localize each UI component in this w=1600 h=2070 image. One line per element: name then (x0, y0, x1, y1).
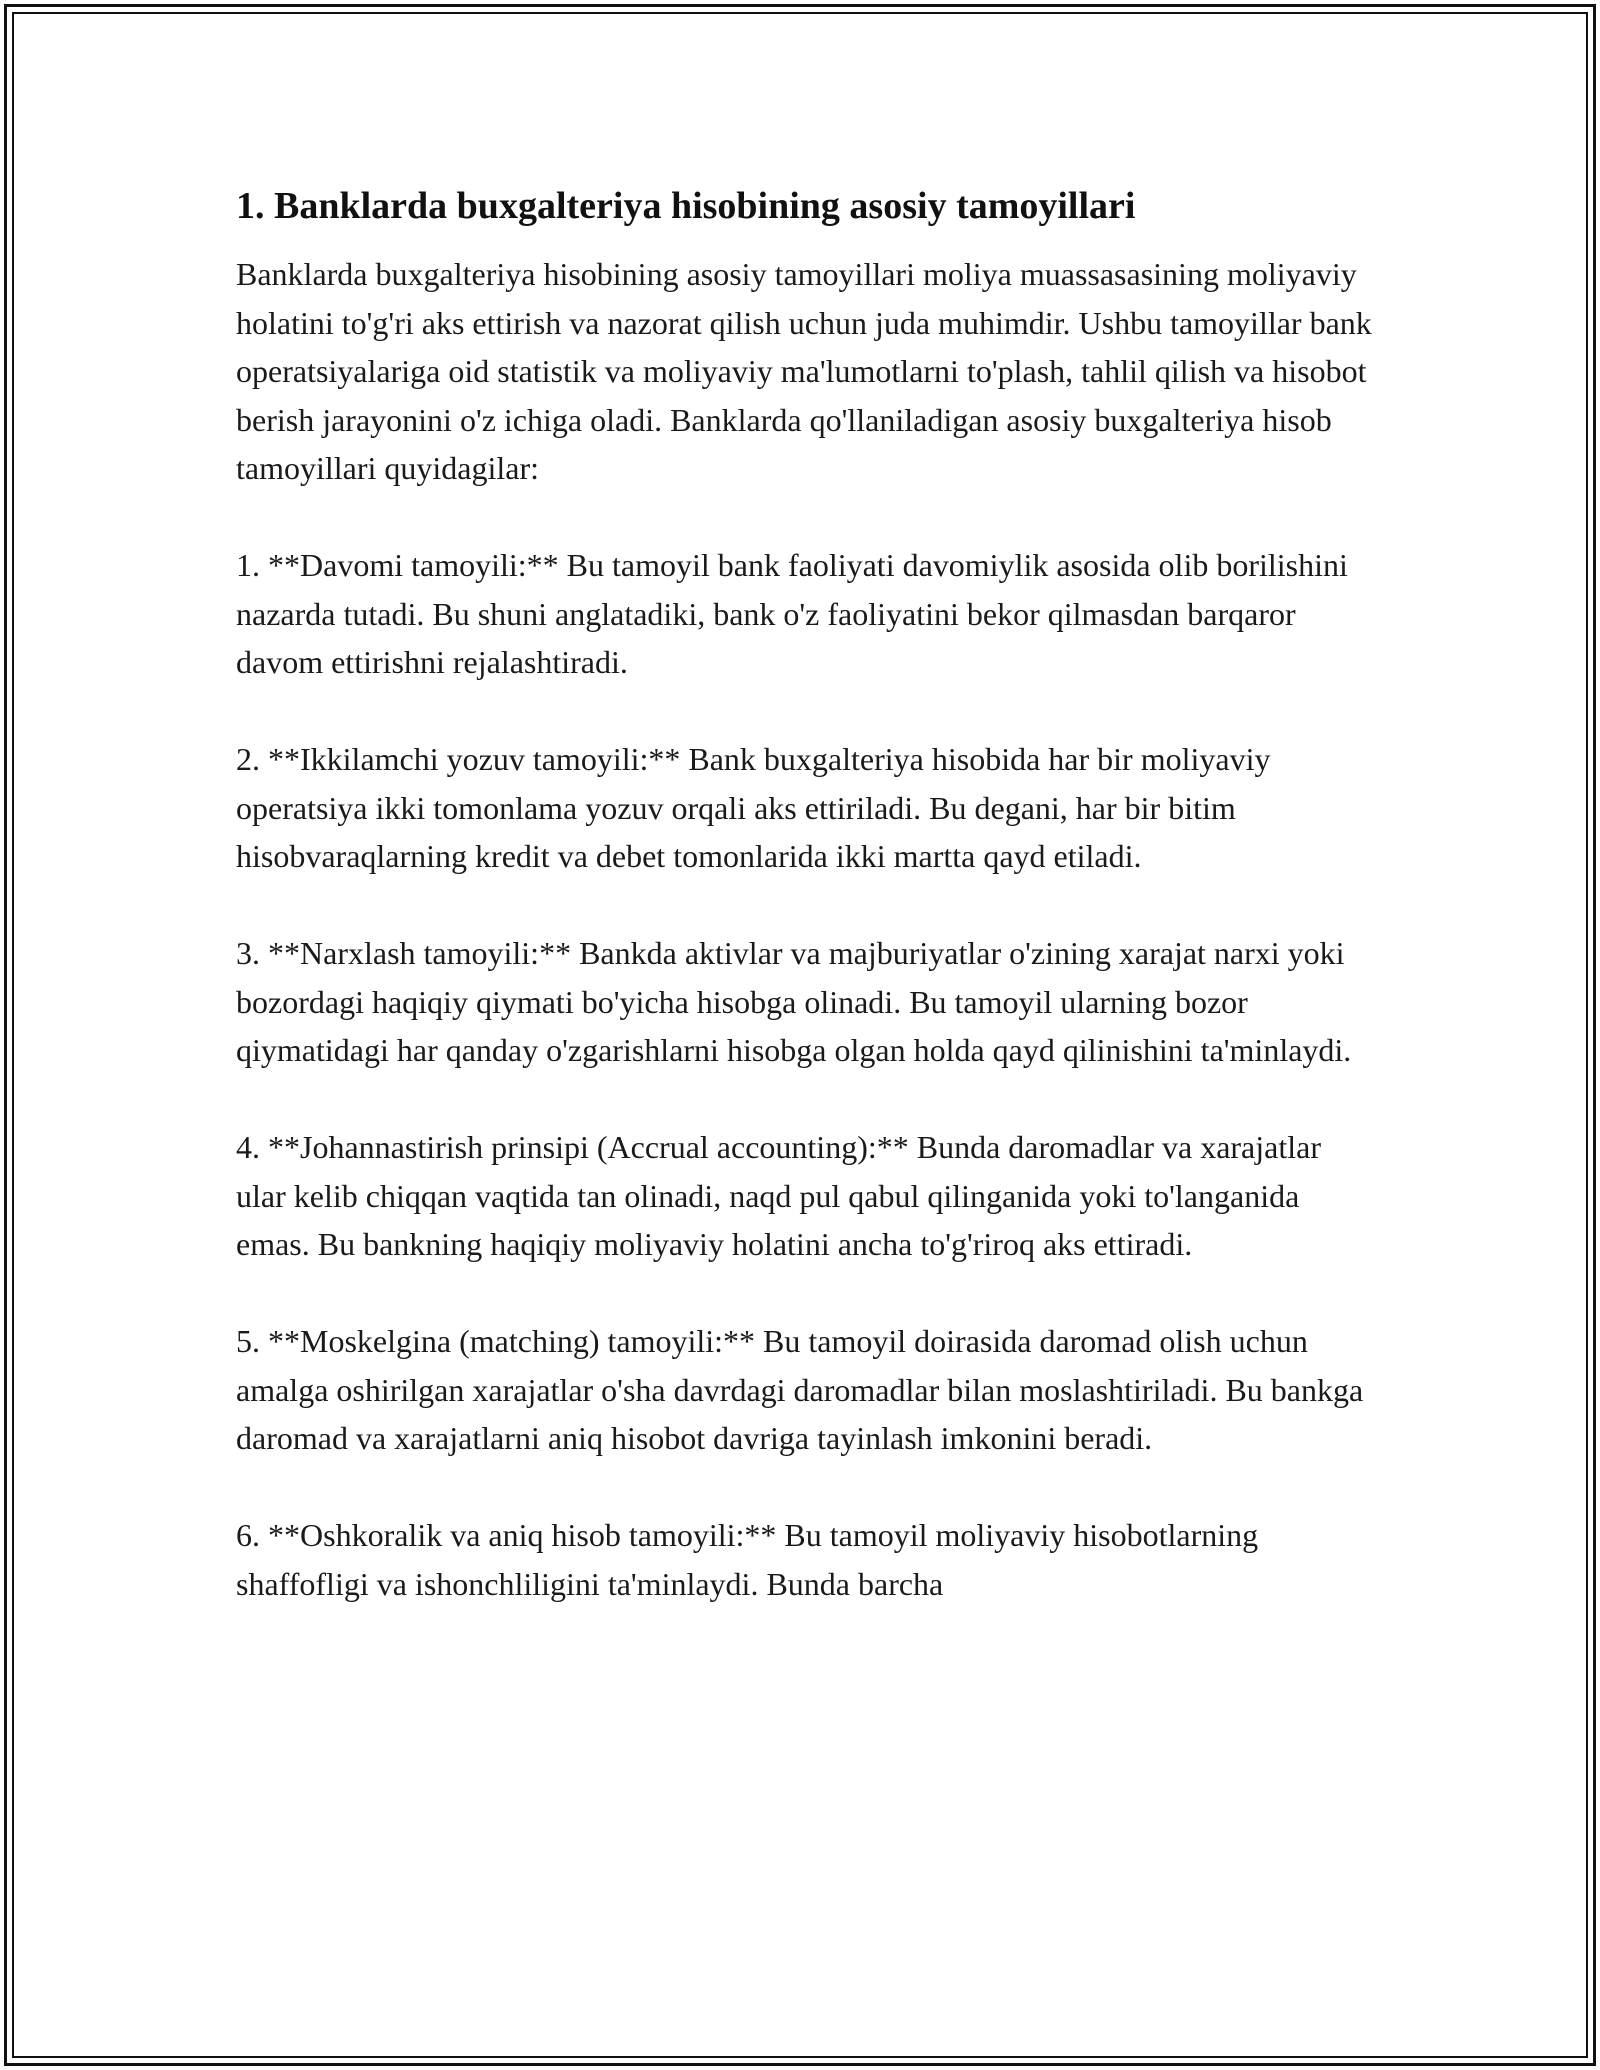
principle-matching-paragraph: 5. **Moskelgina (matching) tamoyili:** Bu tamoyil doirasida daromad olish uchun amalga oshirilgan xarajatlar o'sha davrdagi daromadlar bilan moslashtiriladi. Bu bankga daromad va xarajatlarni aniq hisobot davriga tayinlash imkonini beradi. (236, 1323, 1364, 1456)
principle-continuity-paragraph: 1. **Davomi tamoyili:** Bu tamoyil bank faoliyati davomiylik asosida olib borilishini nazarda tutadi. Bu shuni anglatadiki, bank o'z faoliyatini bekor qilmasdan barqaror davom ettirishni rejalashtiradi. (236, 547, 1348, 680)
document-body (236, 182, 1376, 1657)
document-title: 1. Banklarda buxgalteriya hisobining asosiy tamoyillari (236, 185, 1136, 227)
principle-accrual-paragraph: 4. **Johannastirish prinsipi (Accrual accounting):** Bunda daromadlar va xarajatlar ular kelib chiqqan vaqtida tan olinadi, naqd pul qabul qilinganida yoki to'langanida emas. Bu bankning haqiqiy moliyaviy holatini ancha to'g'riroq aks ettiradi. (236, 1129, 1321, 1262)
intro-paragraph: Banklarda buxgalteriya hisobining asosiy tamoyillari moliya muassasasining moliyaviy holatini to'g'ri aks ettirish va nazorat qilish uchun juda muhimdir. Ushbu tamoyillar bank operatsiyalariga oid statistik va moliyaviy ma'lumotlarni to'plash, tahlil qilish va hisobot berish jarayonini o'z ichiga oladi. Banklarda qo'llaniladigan asosiy buxgalteriya hisob tamoyillari quyidagilar: (236, 256, 1372, 486)
principle-double-entry-paragraph: 2. **Ikkilamchi yozuv tamoyili:** Bank buxgalteriya hisobida har bir moliyaviy operatsiya ikki tomonlama yozuv orqali aks ettiriladi. Bu degani, har bir bitim hisobvaraqlarning kredit va debet tomonlarida ikki martta qayd etiladi. (236, 741, 1271, 874)
principle-pricing-paragraph: 3. **Narxlash tamoyili:** Bankda aktivlar va majburiyatlar o'zining xarajat narxi yoki bozordagi haqiqiy qiymati bo'yicha hisobga olinadi. Bu tamoyil ularning bozor qiymatidagi har qanday o'zgarishlarni hisobga olgan holda qayd qilinishini ta'minlaydi. (236, 935, 1352, 1068)
principle-transparency-paragraph: 6. **Oshkoralik va aniq hisob tamoyili:** Bu tamoyil moliyaviy hisobotlarning shaffofligi va ishonchliligini ta'minlaydi. Bunda barcha (236, 1517, 1259, 1602)
